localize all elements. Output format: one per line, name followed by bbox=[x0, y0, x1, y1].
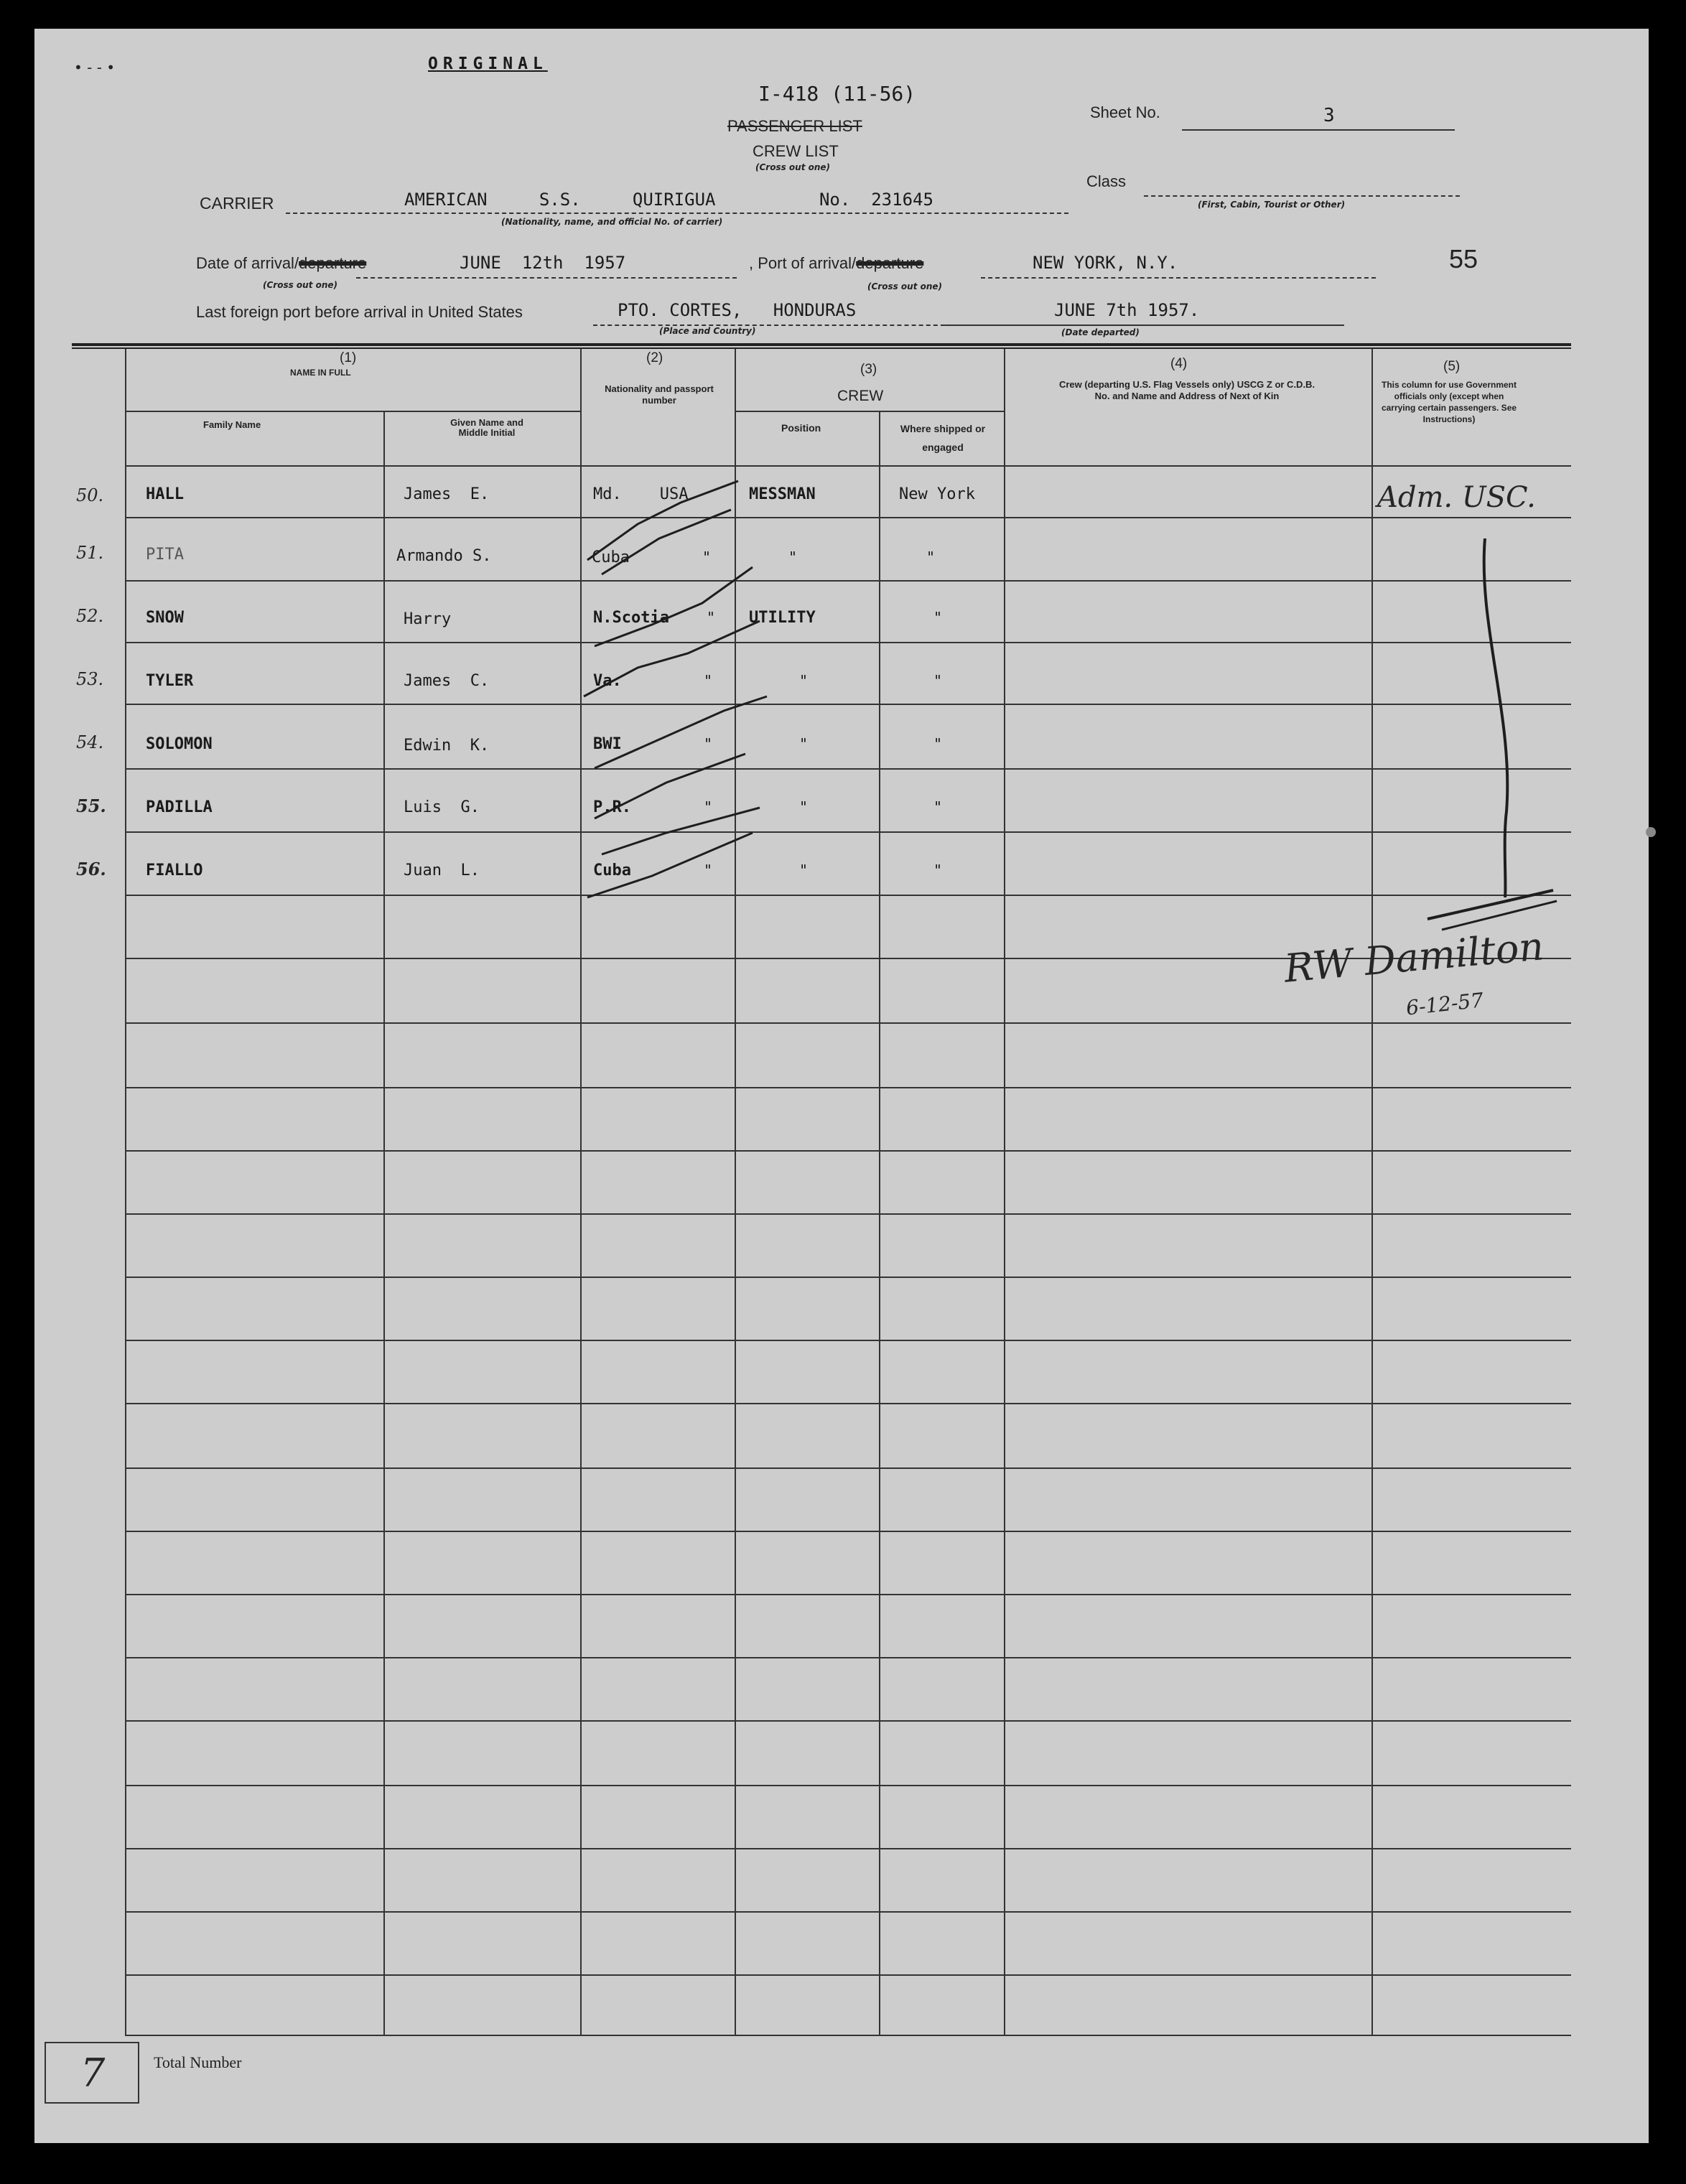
passenger-list-struck: PASSENGER LIST bbox=[727, 117, 862, 135]
family-name: PITA bbox=[146, 546, 184, 564]
crew-list-form bbox=[34, 29, 1649, 2143]
last-port-note: (Place and Country) bbox=[659, 326, 756, 336]
cross-out-note: (Cross out one) bbox=[755, 162, 831, 172]
row-rule bbox=[125, 704, 1571, 705]
nationality: N.Scotia bbox=[593, 609, 669, 627]
sheet-value: 3 bbox=[1323, 105, 1335, 126]
date-label-text: Date of arrival/ bbox=[196, 254, 299, 272]
family-name: TYLER bbox=[146, 672, 194, 690]
crew-list-title: CREW LIST bbox=[753, 142, 839, 160]
scan-mark bbox=[1646, 827, 1656, 837]
nationality: P.R. bbox=[593, 798, 631, 816]
where-engaged: " bbox=[933, 798, 943, 816]
family-name: SNOW bbox=[146, 609, 184, 627]
date-arrival-label bbox=[196, 254, 366, 273]
crew-sub-rule bbox=[735, 411, 1004, 412]
date-departed-note: (Date departed) bbox=[1061, 327, 1140, 337]
family-name: PADILLA bbox=[146, 798, 213, 816]
row-number: 55. bbox=[76, 795, 106, 816]
port-label-wrap bbox=[749, 254, 923, 273]
row-rule bbox=[125, 1785, 1571, 1786]
row-rule bbox=[125, 1911, 1571, 1913]
position: " bbox=[799, 735, 809, 752]
position: UTILITY bbox=[749, 609, 816, 627]
table-top-rule-2 bbox=[72, 347, 1571, 349]
family-name: SOLOMON bbox=[146, 735, 213, 753]
original-stamp: ORIGINAL bbox=[428, 55, 548, 73]
where-engaged: " bbox=[933, 672, 943, 689]
nationality-ditto: " bbox=[704, 735, 713, 752]
c5-number: (5) bbox=[1443, 359, 1461, 374]
class-note: (First, Cabin, Tourist or Other) bbox=[1198, 200, 1346, 210]
carrier-note: (Nationality, name, and official No. of carrier) bbox=[501, 217, 723, 227]
last-port-line bbox=[593, 325, 952, 326]
where-engaged: " bbox=[926, 549, 936, 566]
admission-note: Adm. USC. bbox=[1377, 481, 1536, 514]
given-name: Luis G. bbox=[404, 798, 480, 816]
nationality: Cuba bbox=[593, 862, 631, 879]
port-note: (Cross out one) bbox=[867, 281, 943, 291]
row-rule bbox=[125, 1150, 1571, 1152]
row-rule bbox=[125, 1087, 1571, 1088]
family-name: FIALLO bbox=[146, 862, 203, 879]
where-engaged: " bbox=[933, 609, 943, 626]
port-label-text: , Port of arrival/ bbox=[749, 254, 857, 272]
row-rule bbox=[125, 1213, 1571, 1215]
last-port-value: PTO. CORTES, HONDURAS bbox=[618, 300, 857, 320]
row-rule bbox=[125, 1467, 1571, 1469]
total-value: 7 bbox=[80, 2050, 106, 2096]
row-rule bbox=[125, 580, 1571, 582]
row-rule bbox=[125, 768, 1571, 770]
port-struck: departure bbox=[856, 254, 924, 272]
margin-marks: • ‐ ‐ • bbox=[74, 59, 116, 76]
given-name: Juan L. bbox=[404, 862, 480, 879]
row-rule bbox=[125, 2035, 1571, 2036]
row-rule bbox=[125, 1403, 1571, 1404]
last-port-label: Last foreign port before arrival in United States bbox=[196, 303, 523, 321]
col-line-pos-where bbox=[879, 411, 880, 2035]
port-line bbox=[981, 277, 1376, 279]
name-sub-rule bbox=[125, 411, 580, 412]
col-line-where-crew4 bbox=[1004, 349, 1005, 2035]
row-rule bbox=[125, 1974, 1571, 1976]
carrier-line bbox=[286, 213, 1068, 214]
nationality-check-marks bbox=[580, 459, 810, 919]
position-header: Position bbox=[781, 422, 821, 434]
carrier-label: CARRIER bbox=[200, 194, 274, 213]
col-line-left bbox=[125, 349, 126, 2035]
given-name: Armando S. bbox=[396, 547, 492, 565]
row-rule bbox=[125, 895, 1571, 896]
total-label: Total Number bbox=[154, 2053, 242, 2071]
c2-title: Nationality and passport number bbox=[605, 383, 714, 406]
position: " bbox=[799, 672, 809, 689]
date-departed-value: JUNE 7th 1957. bbox=[1054, 300, 1200, 320]
row-rule bbox=[125, 642, 1571, 643]
nationality-ditto: " bbox=[707, 609, 716, 626]
official-signature: RW Damilton bbox=[1282, 923, 1546, 991]
c3-title: CREW bbox=[837, 388, 884, 404]
row-rule bbox=[125, 1531, 1571, 1532]
nationality: BWI bbox=[593, 735, 622, 753]
row-rule bbox=[125, 1594, 1571, 1595]
row-number: 54. bbox=[76, 732, 104, 752]
where-engaged: " bbox=[933, 735, 943, 752]
given-name: James E. bbox=[404, 485, 490, 503]
nationality-ditto: " bbox=[704, 798, 713, 816]
c1-title: NAME IN FULL bbox=[290, 368, 351, 378]
date-line bbox=[356, 277, 737, 279]
nationality: Va. bbox=[593, 672, 622, 690]
row-rule bbox=[125, 1340, 1571, 1341]
given-name: Harry bbox=[404, 610, 452, 628]
where-engaged: New York bbox=[899, 485, 975, 503]
c4-title: Crew (departing U.S. Flag Vessels only) USCG Z or C.D.B. No. and Name and Address of Next of Kin bbox=[1058, 379, 1315, 401]
page-number: 55 bbox=[1449, 244, 1478, 274]
date-struck: departure bbox=[299, 254, 367, 272]
position: " bbox=[788, 549, 798, 566]
bracket-mark bbox=[1399, 538, 1571, 941]
row-rule bbox=[125, 1720, 1571, 1722]
date-note: (Cross out one) bbox=[263, 280, 338, 290]
date-departed-line bbox=[945, 325, 1344, 326]
header-bottom-rule bbox=[125, 465, 1571, 467]
position: " bbox=[799, 798, 809, 816]
c3-number: (3) bbox=[860, 362, 877, 377]
date-value: JUNE 12th 1957 bbox=[460, 253, 626, 273]
sheet-label: Sheet No. bbox=[1090, 103, 1160, 121]
where-engaged: " bbox=[933, 862, 943, 879]
nationality-ditto: " bbox=[704, 672, 713, 689]
row-number: 56. bbox=[76, 859, 106, 879]
nationality-ditto: " bbox=[702, 549, 712, 566]
c5-title: This column for use Government officials only (except when carrying certain passengers. See Instructions) bbox=[1381, 380, 1517, 424]
row-rule bbox=[125, 831, 1571, 833]
form-id: I-418 (11-56) bbox=[758, 82, 916, 106]
position: MESSMAN bbox=[749, 485, 816, 503]
sheet-line bbox=[1182, 129, 1455, 131]
c1-number: (1) bbox=[340, 350, 357, 365]
row-rule bbox=[125, 1277, 1571, 1278]
class-label: Class bbox=[1086, 172, 1127, 190]
carrier-value: AMERICAN S.S. QUIRIGUA No. 231645 bbox=[404, 190, 933, 210]
position: " bbox=[799, 862, 809, 879]
given-name: Edwin K. bbox=[404, 737, 490, 755]
row-number: 52. bbox=[76, 606, 104, 626]
row-number: 50. bbox=[76, 485, 104, 505]
col-line-c4-c5 bbox=[1371, 349, 1373, 2035]
given-name: James C. bbox=[404, 672, 490, 690]
family-name-header: Family Name bbox=[203, 419, 261, 430]
row-number: 51. bbox=[76, 543, 104, 563]
nationality: Cuba bbox=[592, 549, 630, 566]
signature-date: 6-12-57 bbox=[1405, 988, 1485, 1020]
c2-number: (2) bbox=[646, 350, 663, 365]
row-rule bbox=[125, 517, 1571, 518]
port-value: NEW YORK, N.Y. bbox=[1033, 253, 1178, 273]
family-name: HALL bbox=[146, 485, 184, 503]
row-rule bbox=[125, 1848, 1571, 1849]
nationality: Md. USA bbox=[593, 485, 689, 503]
class-line bbox=[1144, 195, 1460, 197]
c4-number: (4) bbox=[1170, 356, 1188, 371]
row-rule bbox=[125, 1657, 1571, 1658]
where-shipped-header: Where shipped or engaged bbox=[900, 423, 986, 453]
nationality-ditto: " bbox=[704, 862, 713, 879]
table-top-rule bbox=[72, 343, 1571, 346]
row-number: 53. bbox=[76, 669, 104, 689]
row-rule bbox=[125, 1022, 1571, 1024]
given-name-header: Given Name and Middle Initial bbox=[450, 417, 523, 438]
col-line-family-given bbox=[383, 411, 385, 2035]
